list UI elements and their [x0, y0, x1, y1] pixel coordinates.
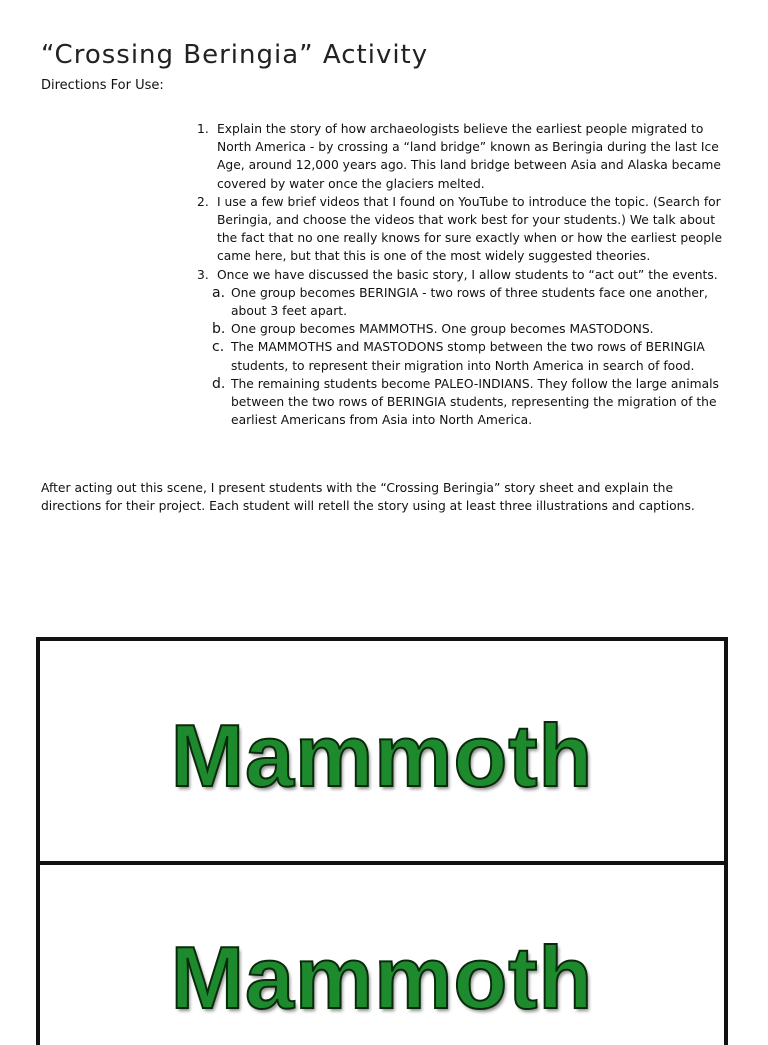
sub-step-letter: d.	[212, 375, 226, 392]
sub-step-text: The remaining students become PALEO-INDIANS. They follow the large animals between the two rows of BERINGIA students, representing the migration of the earliest Americans from Asia into North America.	[231, 376, 719, 428]
sub-step-item	[212, 375, 737, 430]
page-title: “Crossing Beringia” Activity	[41, 40, 429, 70]
sub-step-letter: c.	[212, 339, 225, 356]
sub-step-letter: a.	[212, 284, 226, 301]
step-text: I use a few brief videos that I found on YouTube to introduce the topic. (Search for Beringia, and choose the videos that work best for your students.) We talk about the fact that no one really knows for sure exactly when or how the earliest people came here, but that this is one of the most widely suggested theories.	[217, 194, 723, 264]
word-card	[36, 637, 728, 869]
step-item	[197, 193, 737, 266]
sub-step-item	[212, 338, 737, 374]
card-word: Mammoth	[170, 706, 594, 805]
step-number: 3.	[197, 267, 209, 282]
sub-step-text: One group becomes BERINGIA - two rows of three students face one another, about 3 feet apart.	[231, 285, 708, 319]
step-item	[197, 266, 737, 284]
sub-step-text: One group becomes MAMMOTHS. One group becomes MASTODONS.	[231, 322, 654, 337]
step-item	[197, 120, 737, 193]
directions-heading: Directions For Use:	[41, 78, 164, 93]
step-number: 1.	[197, 122, 209, 136]
directions-list	[197, 120, 737, 429]
sub-step-text: The MAMMOTHS and MASTODONS stomp between the two rows of BERINGIA students, to represent their migration into North America in search of food.	[231, 340, 705, 373]
sub-step-item	[212, 320, 737, 338]
step-text: Once we have discussed the basic story, I allow students to “act out” the events.	[217, 267, 718, 282]
sub-step-letter: b.	[212, 321, 226, 338]
step-text: Explain the story of how archaeologists believe the earliest people migrated to North America - by crossing a “land bridge” known as Beringia during the last Ice Age, around 12,000 years ago. This land bridge between Asia and Alaska became covered by water once the glaciers melted.	[217, 122, 721, 191]
card-word: Mammoth	[170, 928, 594, 1027]
word-card	[36, 861, 728, 1045]
closing-paragraph: After acting out this scene, I present students with the “Crossing Beringia” story sheet and explain the directions for their project. Each student will retell the story using at least three illustrations and captions.	[41, 481, 695, 514]
sub-step-item	[212, 284, 737, 320]
step-number: 2.	[197, 194, 209, 209]
